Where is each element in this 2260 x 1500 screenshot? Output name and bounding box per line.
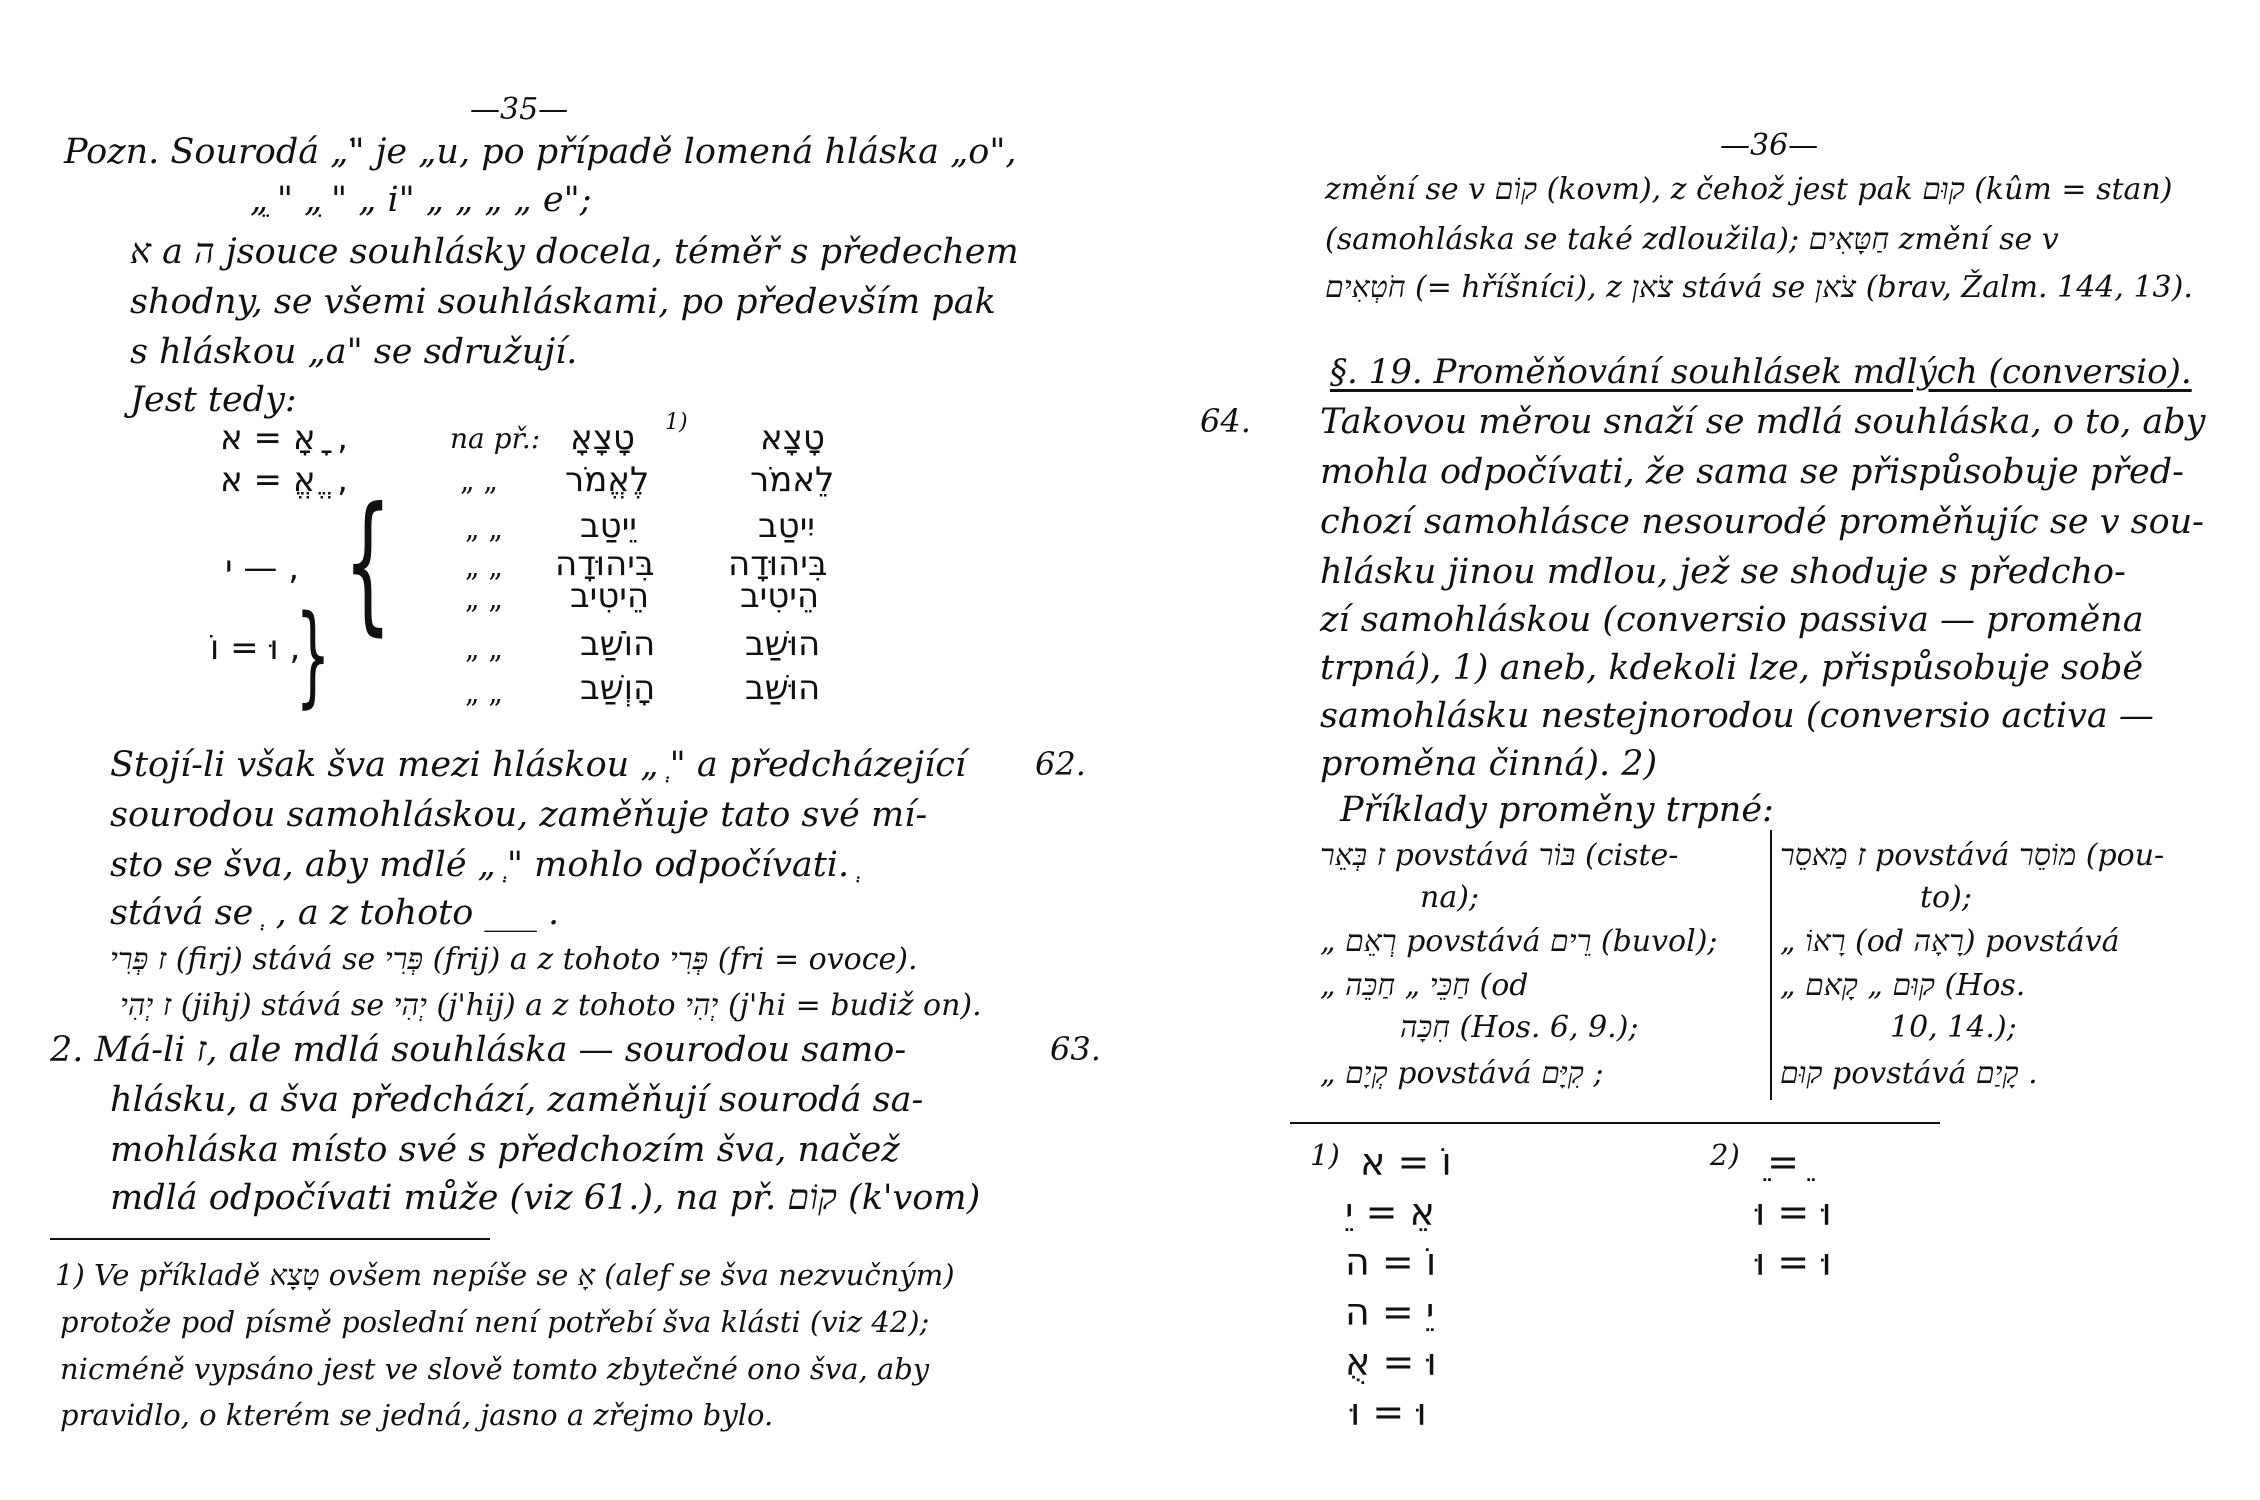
paragraph-62-line-6: ז יְהִי (jihj) stává se יְהִי (j'hij) a z tohoto יְהִי (j'hi = budiž on). <box>120 988 982 1023</box>
footnote-item: וּ = וּ <box>1350 1390 1427 1434</box>
table-example: בִּיהוּדָה <box>555 544 655 584</box>
paragraph-64-line-3: chozí samohlásce nesourodé proměňujíc se v sou- <box>1320 502 2205 542</box>
footnote-item: וּ = וּ <box>1755 1240 1832 1284</box>
table-result: יִיטַב <box>758 506 815 546</box>
table-example: הוֹשַׁב <box>580 624 656 664</box>
example-right-6: קוּם povstává קָיַם . <box>1780 1056 2038 1091</box>
footnote-item: וֹ = א <box>1360 1140 1452 1184</box>
example-right-1: ז מַאסֵר povstává מוֹסֵר (pou- <box>1780 838 2165 873</box>
example-left-1: ז בְּאֵר povstává בּוֹר (ciste- <box>1320 838 1679 873</box>
table-note: 1) <box>665 410 688 435</box>
paragraph-63-line-2: hlásku, a šva předchází, zaměňují sourodá sa- <box>110 1080 924 1120</box>
page-number: —35— <box>470 92 569 127</box>
examples-divider <box>1770 830 1772 1100</box>
footnote-rule <box>50 1238 490 1240</box>
example-right-3: „ רָאוֹ (od רָאָה) povstává <box>1780 924 2120 959</box>
footnote-item: ֵ = ֵ <box>1755 1140 1811 1184</box>
note-line-2: „ ֵ" „ ִ" „ i" „ „ „ „ e"; <box>250 180 592 220</box>
page-number: —36— <box>1720 128 1819 163</box>
footnote-mark: 2) <box>1710 1138 1740 1172</box>
example-right-2: to); <box>1920 880 1972 915</box>
table-mid: „ „ <box>465 582 503 615</box>
table-mid: „ „ <box>465 550 503 583</box>
table-result: בִּיהוּדָה <box>728 544 828 584</box>
table-mid: „ „ <box>465 632 503 665</box>
table-left: י — , <box>225 548 300 588</box>
examples-heading: Příklady proměny trpné: <box>1340 790 1774 830</box>
example-left-3: „ רְאֵם povstává רֵים (buvol); <box>1320 924 1718 959</box>
paragraph-63-line-3: mohláska místo své s předchozím šva, načež <box>110 1130 900 1170</box>
example-left-4: „ חַכֵּי „ חַכֵּה (od <box>1320 968 1529 1003</box>
table-brace: } <box>295 591 331 719</box>
right-page <box>1130 0 2260 1500</box>
table-example: לֶאֱמֹר <box>565 460 650 500</box>
example-right-4: „ קוּם „ קָאם (Hos. <box>1780 968 2026 1003</box>
footnote-rule <box>1290 1122 1940 1124</box>
table-result: טָצָא <box>760 418 825 458</box>
paragraph-64-line-6: trpná), 1) aneb, kdekoli lze, přispůsobuje sobě <box>1320 648 2144 688</box>
table-mid: na př.: <box>450 422 541 455</box>
paragraph-62-line-1: Stojí-li však šva mezi hláskou „ ְ" a předcházející <box>110 745 967 785</box>
table-result: הוּשַׁב <box>745 668 821 708</box>
intro-line-3: חֹטְאִים (= hříšníci), z צֹאן stává se צֹאן (brav, Žalm. 144, 13). <box>1325 270 2193 305</box>
footnote-item: וּ = וּ <box>1755 1190 1832 1234</box>
margin-number-62: 62. <box>1035 745 1086 783</box>
table-example: יֵיטַב <box>580 506 637 546</box>
paragraph-62-line-2: sourodou samohláskou, zaměňuje tato své mí- <box>110 795 928 835</box>
paragraph-64-line-7: samohlásku nestejnorodou (conversio activa — <box>1320 696 2154 736</box>
example-left-5: חִכָּה (Hos. 6, 9.); <box>1400 1010 1639 1045</box>
paragraph-63-line-4: mdlá odpočívati může (viz 61.), na př. קוֹם (k'vom) <box>110 1178 981 1218</box>
table-left: אֱ = א ֱ , <box>220 460 348 500</box>
footnote-mark: 1) <box>1310 1138 1340 1172</box>
paragraph-62-line-5: ז פְּרִי (firj) stává se פְּרִי (frij) a z tohoto פְּרִי (fri = ovoce). <box>110 942 918 977</box>
margin-number-63: 63. <box>1050 1030 1101 1068</box>
footnote-line-1: 1) Ve příkladě טָצָא ovšem nepíše se אָ (alef se šva nezvučným) <box>55 1258 955 1292</box>
paragraph-64-line-1: Takovou měrou snaží se mdlá souhláska, o to, aby <box>1320 402 2206 442</box>
table-example: הֵיטִיב <box>570 576 650 616</box>
footnote-line-4: pravidlo, o kterém se jedná, jasno a zřejmo bylo. <box>60 1398 774 1432</box>
table-mid: „ „ <box>465 512 503 545</box>
paragraph-63-line-1: 2. Má-li ז, ale mdlá souhláska — sourodou samo- <box>50 1030 907 1070</box>
paragraph-62-line-3: sto se šva, aby mdlé „ ְ" mohlo odpočívati. ְ <box>110 845 861 885</box>
paragraph-1-line-3: s hláskou „a" se sdružují. <box>130 332 578 372</box>
paragraph-64-line-8: proměna činná). 2) <box>1320 744 1658 784</box>
paragraph-64-line-2: mohla odpočívati, že sama se přispůsobuje před- <box>1320 452 2184 492</box>
jest-tedy: Jest tedy: <box>130 380 297 420</box>
paragraph-64-line-4: hlásku jinou mdlou, jež se shoduje s předcho- <box>1320 552 2126 592</box>
table-result: לֵאמֹר <box>750 460 835 500</box>
example-left-6: „ קְיָם povstává קִיָּם ; <box>1320 1056 1604 1091</box>
example-right-5: 10, 14.); <box>1890 1010 2017 1045</box>
table-result: הֵיטִיב <box>740 576 820 616</box>
footnote-item: וֹ = ה <box>1345 1240 1437 1284</box>
footnote-item: אֵ = יֵ <box>1345 1190 1435 1234</box>
paragraph-1-line-1: א a ה jsouce souhlásky docela, téměř s předechem <box>130 232 1019 272</box>
table-left: וּ = וֹ , <box>210 628 301 668</box>
intro-line-2: (samohláska se také zdloužila); חַטָּאִים změní se v <box>1325 222 2059 257</box>
table-mid: „ „ <box>460 464 498 497</box>
table-result: הוּשַׁב <box>745 624 821 664</box>
table-brace: { <box>343 476 392 650</box>
footnote-line-2: protože pod písmě poslední není potřebí šva klásti (viz 42); <box>60 1305 930 1339</box>
table-mid: „ „ <box>465 676 503 709</box>
footnote-item: יֵ = ה <box>1345 1290 1435 1334</box>
paragraph-1-line-2: shodny, se všemi souhláskami, po především pak <box>130 282 996 322</box>
table-left: אָ = א ָ , <box>220 418 348 458</box>
note-line-1: Pozn. Sourodá „ֹ" je „u, po případě lomená hláska „o", <box>64 132 1017 172</box>
example-left-2: na); <box>1420 880 1480 915</box>
paragraph-62-line-4: stává se ְ , a z tohoto ___ . <box>110 893 560 933</box>
footnote-line-3: nicméně vypsáno jest ve slově tomto zbytečné ono šva, aby <box>60 1352 930 1386</box>
section-heading: §. 19. Proměňování souhlásek mdlých (conversio). <box>1330 352 2192 392</box>
paragraph-64-line-5: zí samohláskou (conversio passiva — proměna <box>1320 600 2144 640</box>
table-example: טָצָאָ <box>570 418 635 458</box>
footnote-item: וּ = אֻ <box>1345 1340 1437 1384</box>
margin-number-64: 64. <box>1200 402 1251 440</box>
intro-line-1: změní se v קוֹם (kovm), z čehož jest pak קוּם (kûm = stan) <box>1325 172 2173 207</box>
table-example: הָוְשַׁב <box>580 668 656 708</box>
